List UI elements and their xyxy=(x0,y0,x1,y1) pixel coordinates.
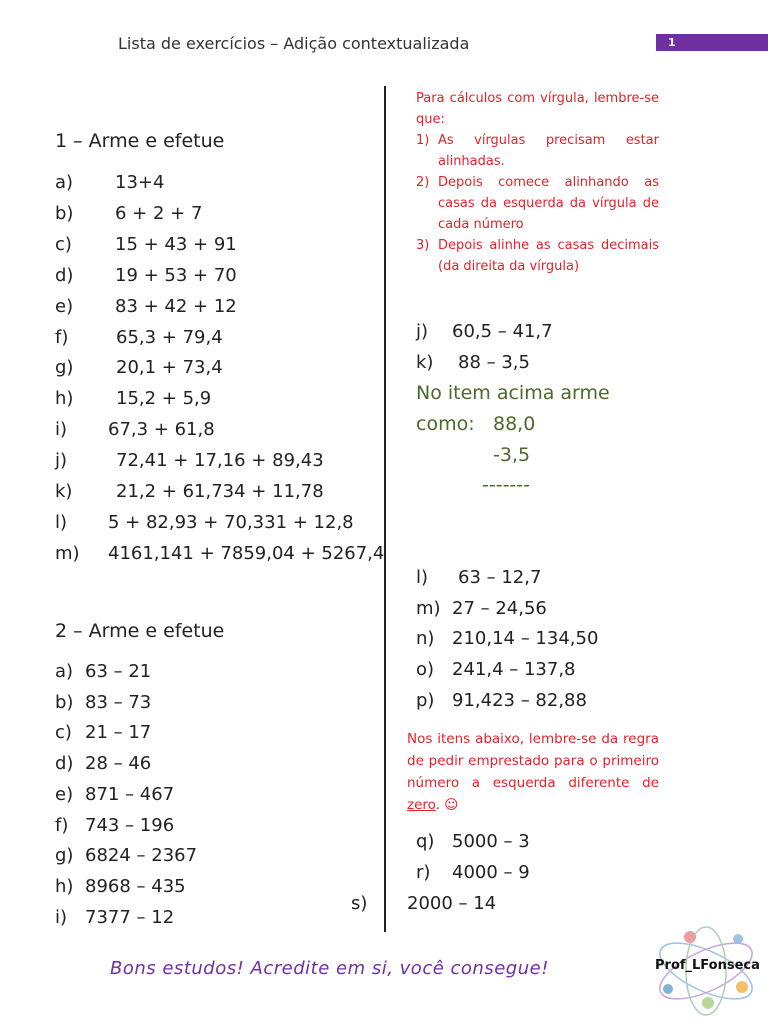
list-item-expression: 67,3 + 61,8 xyxy=(108,419,215,441)
list-item-letter: p) xyxy=(416,689,435,711)
footer-message: Bons estudos! Acredite em si, você consegue! xyxy=(110,958,549,979)
list-item-expression: 5 + 82,93 + 70,331 + 12,8 xyxy=(108,511,354,533)
example-line-2-value: 88,0 xyxy=(493,413,536,435)
example-line-1: No item acima arme xyxy=(416,382,610,404)
list-item-expression: 63 – 12,7 xyxy=(458,567,542,588)
list-item-expression: 15,2 + 5,9 xyxy=(116,388,212,410)
list-item-expression: 20,1 + 73,4 xyxy=(116,357,223,379)
list-item-letter: l) xyxy=(416,567,429,588)
list-item-expression: 27 – 24,56 xyxy=(452,597,547,619)
list-item-letter: m) xyxy=(55,542,80,564)
tip-item: 2) Depois comece alinhando as casas da esquerda da vírgula de cada número xyxy=(416,175,659,232)
list-item-expression: 241,4 – 137,8 xyxy=(452,659,576,681)
list-item-expression: 8968 – 435 xyxy=(85,875,186,897)
example-line-2-label: como: xyxy=(416,413,475,435)
decimal-tips-note xyxy=(416,88,659,277)
list-item-letter: e) xyxy=(55,295,74,317)
borrow-rule-note: Nos itens abaixo, lembre-se da regra de pedir emprestado para o primeiro número a esquerda diferente de zero. ☺ xyxy=(407,731,659,813)
list-item-letter: d) xyxy=(55,753,74,775)
list-item-letter: a) xyxy=(55,172,74,193)
document-title: Lista de exercícios – Adição contextualizada xyxy=(118,34,470,53)
logo-dot xyxy=(736,981,748,993)
list-item-letter: d) xyxy=(55,264,74,286)
list-item-expression: 4161,141 + 7859,04 + 5267,4 xyxy=(108,542,385,564)
zero-word: zero xyxy=(407,797,436,813)
list-item-expression: 83 – 73 xyxy=(85,691,152,713)
list-item-expression: 21,2 + 61,734 + 11,78 xyxy=(116,481,324,502)
list-item-letter: o) xyxy=(416,659,435,681)
list-item-expression: 28 – 46 xyxy=(85,753,152,775)
list-item-expression: 2000 – 14 xyxy=(407,893,497,914)
list-item: s) xyxy=(351,893,368,914)
list-item-expression: 63 – 21 xyxy=(85,661,152,682)
logo-dot xyxy=(733,934,743,944)
column-divider xyxy=(384,86,386,932)
list-item-letter: c) xyxy=(55,722,72,744)
list-item-expression: 6824 – 2367 xyxy=(85,845,198,867)
logo-text: Prof_LFonseca xyxy=(655,958,760,973)
logo-dot xyxy=(684,931,696,943)
list-item-expression: 83 + 42 + 12 xyxy=(115,295,237,317)
list-item-letter: k) xyxy=(416,351,434,373)
list-item-expression: 21 – 17 xyxy=(85,722,152,744)
list-item-expression: 5000 – 3 xyxy=(452,831,530,852)
list-item-expression: 88 – 3,5 xyxy=(458,351,530,373)
list-item-letter: a) xyxy=(55,661,74,682)
list-item-expression: 743 – 196 xyxy=(85,814,175,836)
list-item-letter: n) xyxy=(416,628,435,650)
list-item-letter: g) xyxy=(55,357,74,379)
list-item-expression: 6 + 2 + 7 xyxy=(115,202,203,224)
list-item-letter: c) xyxy=(55,233,72,255)
tip-item: 3) Depois alinhe as casas decimais (da direita da vírgula) xyxy=(416,238,659,274)
section-1-title: 1 – Arme e efetue xyxy=(55,130,225,152)
list-item-letter: f) xyxy=(55,814,69,836)
list-item-letter: r) xyxy=(416,862,431,883)
list-item-expression: 91,423 – 82,88 xyxy=(452,689,587,711)
page-number-badge: 1 xyxy=(656,34,768,51)
list-item-letter: k) xyxy=(55,481,73,502)
list-item-letter: h) xyxy=(55,388,74,410)
list-item-expression: 15 + 43 + 91 xyxy=(115,233,237,255)
list-item-expression: 871 – 467 xyxy=(85,783,175,805)
list-item-letter: f) xyxy=(55,326,69,348)
example-line-3: -3,5 xyxy=(493,444,531,466)
list-item-expression: 210,14 – 134,50 xyxy=(452,628,599,650)
list-item-letter: b) xyxy=(55,691,74,713)
list-item-expression: 7377 – 12 xyxy=(85,906,175,928)
list-item-letter: i) xyxy=(55,906,68,928)
list-item-letter: e) xyxy=(55,783,74,805)
list-item-expression: 19 + 53 + 70 xyxy=(115,264,237,286)
list-item-expression: 4000 – 9 xyxy=(452,862,530,883)
list-item-letter: l) xyxy=(55,511,68,533)
list-item-letter: m) xyxy=(416,597,441,619)
list-item-expression: 13+4 xyxy=(115,172,165,193)
list-item-expression: 65,3 + 79,4 xyxy=(116,326,223,348)
list-item-letter: g) xyxy=(55,845,74,867)
logo-dot xyxy=(663,984,673,994)
list-item-letter: q) xyxy=(416,831,435,852)
list-item-expression: 60,5 – 41,7 xyxy=(452,321,553,342)
tips-lead-line1: Para cálculos com vírgula, lembre-se xyxy=(416,91,659,106)
list-item-letter: j) xyxy=(416,321,429,342)
section-2-title: 2 – Arme e efetue xyxy=(55,620,225,642)
tips-lead-line2: que: xyxy=(416,112,445,127)
list-item-letter: h) xyxy=(55,875,74,897)
list-item-letter: i) xyxy=(55,419,68,441)
tip-item: 1) As vírgulas precisam estar alinhadas. xyxy=(416,133,659,169)
list-item-letter: b) xyxy=(55,202,74,224)
list-item-letter: j) xyxy=(55,450,68,472)
example-line-4: ------- xyxy=(482,474,530,496)
list-item-expression: 72,41 + 17,16 + 89,43 xyxy=(116,450,324,472)
logo-dot xyxy=(702,997,714,1009)
